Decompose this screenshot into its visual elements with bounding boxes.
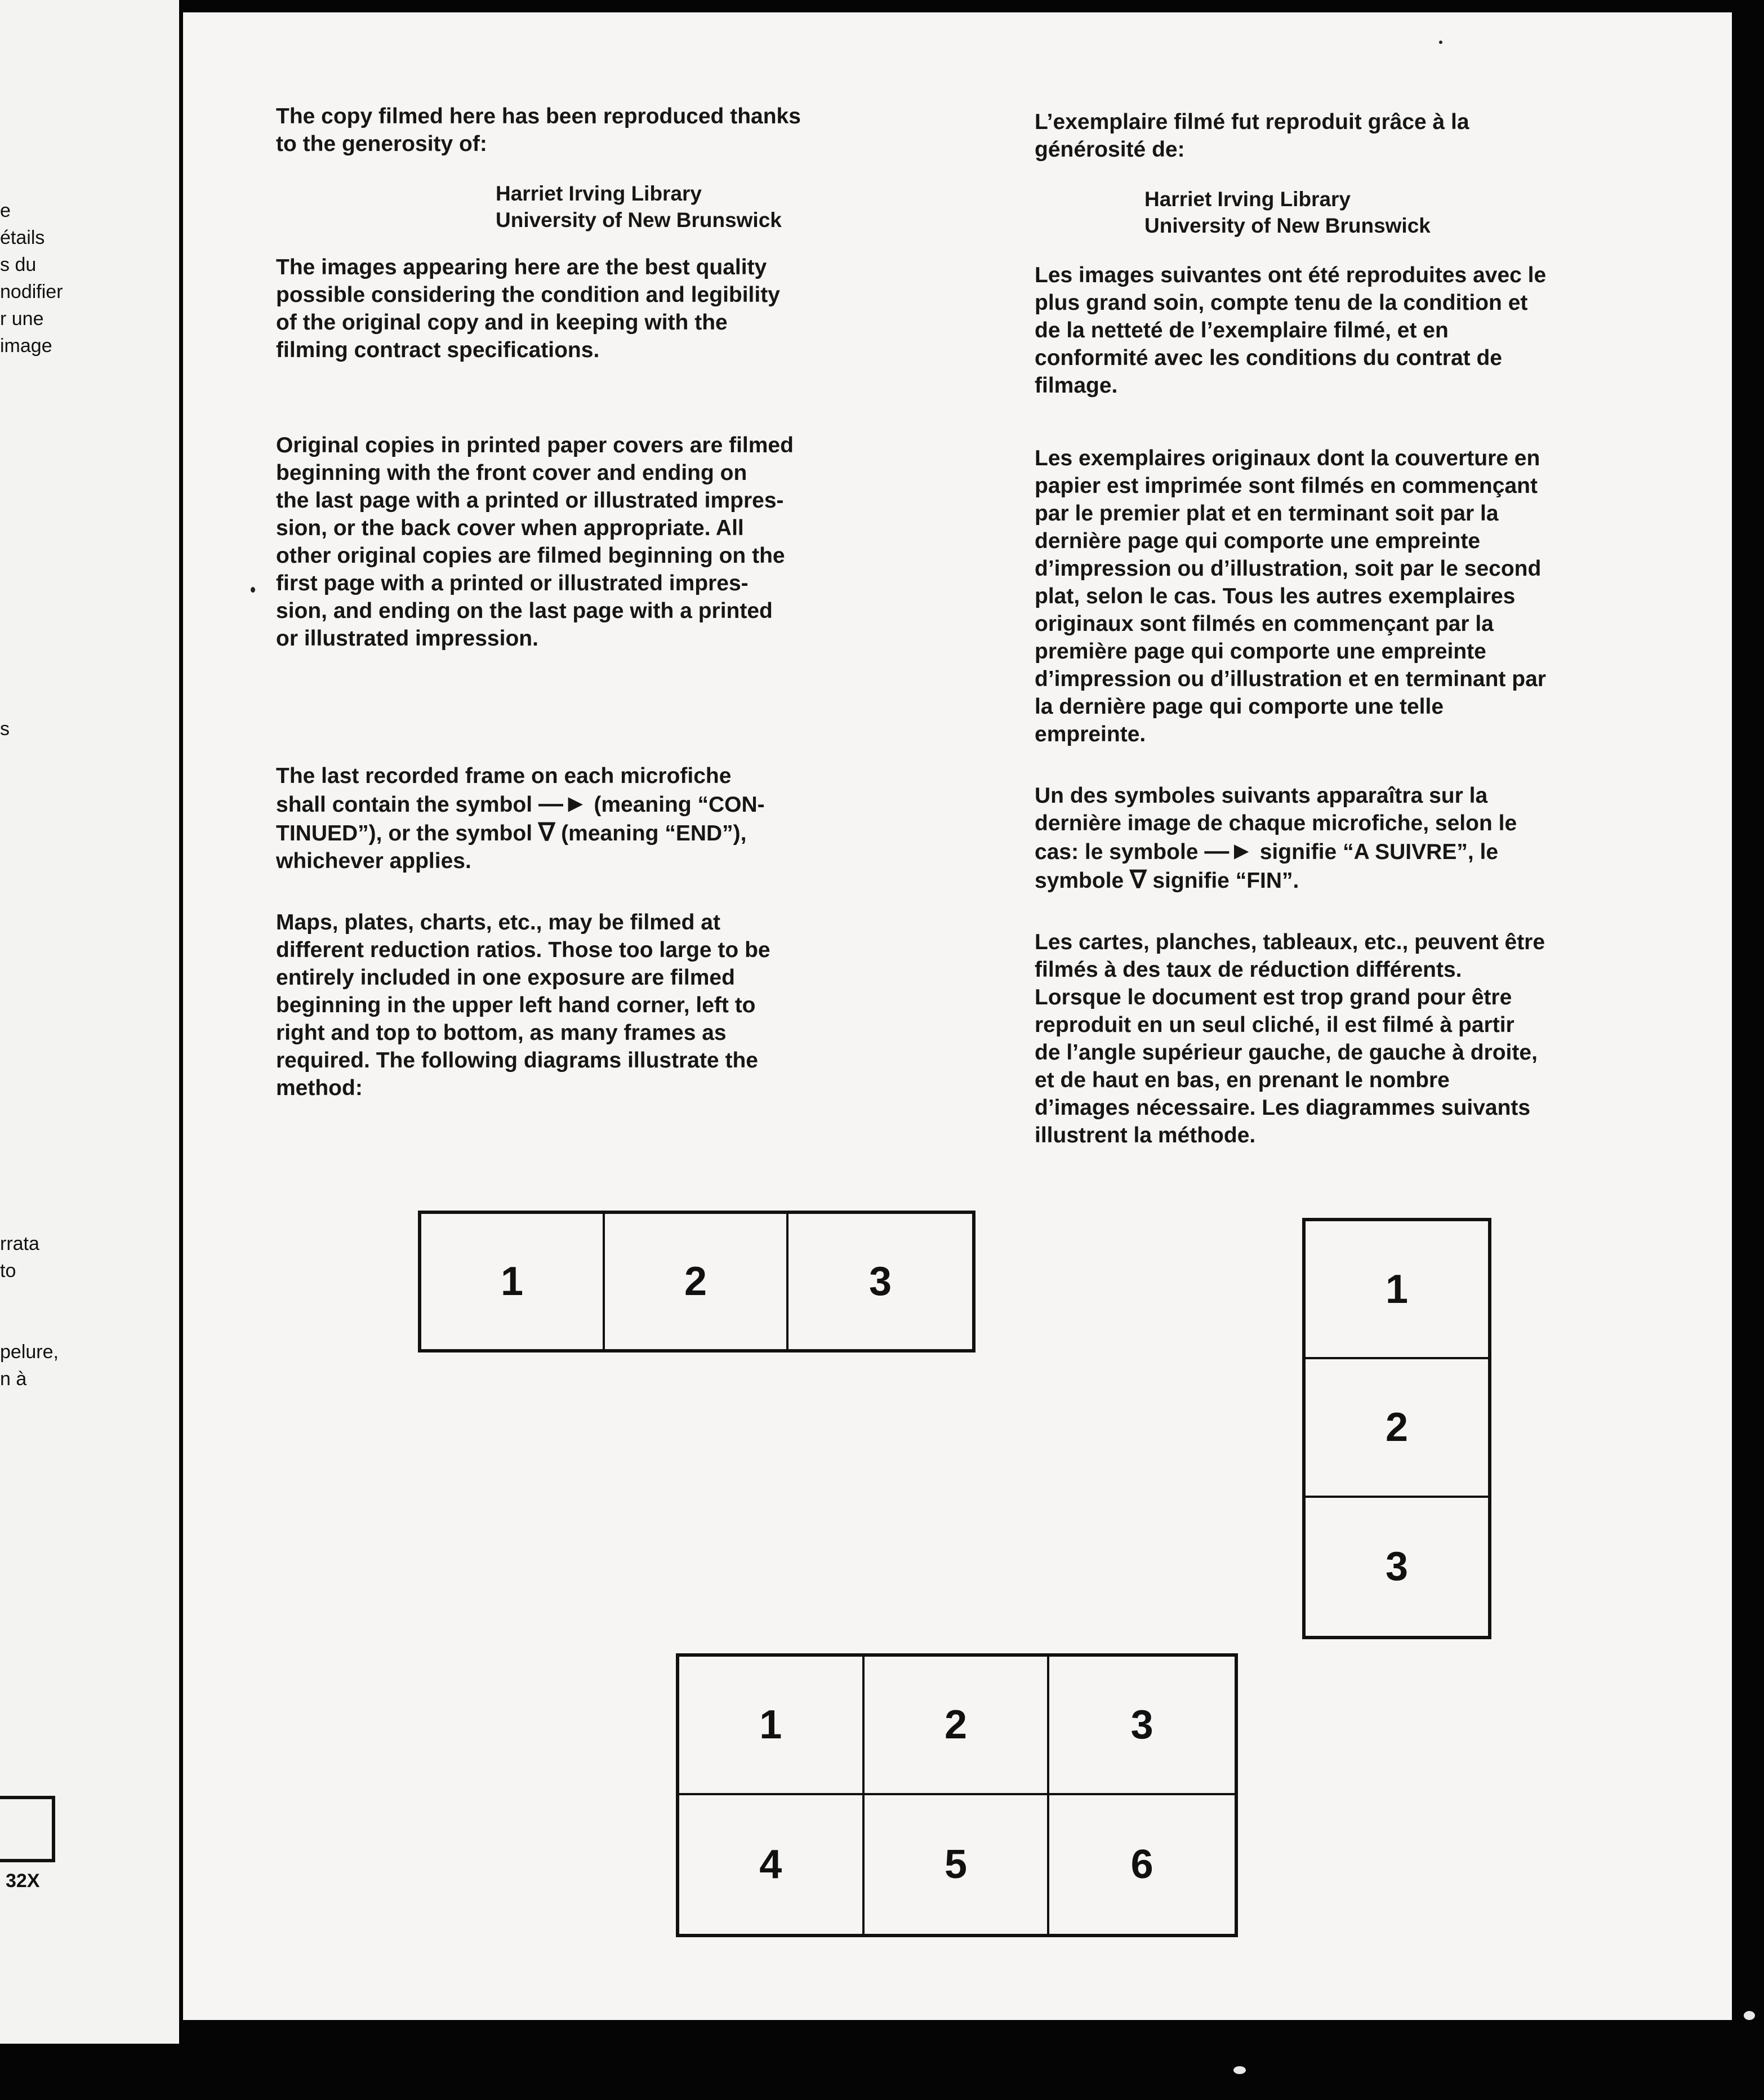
previous-page-fragment: pelure, [0, 1341, 59, 1363]
previous-page-box [0, 1796, 55, 1862]
diagram-horizontal [418, 1211, 975, 1352]
end-triangle-icon: ∇ [1130, 866, 1147, 893]
frame-cell: 2 [865, 1657, 1050, 1795]
previous-page-fragment: image [0, 335, 52, 357]
diagram-grid [676, 1653, 1238, 1937]
frame-cell: 1 [421, 1214, 605, 1349]
maps-paragraph: Maps, plates, charts, etc., may be filmed at different reduction ratios. Those too large to be entirely included in one exposure are filmed beginning in the upper left hand corner, left to right and top to bottom, as many frames as required. The following diagrams illustrate the method: [276, 910, 770, 1100]
scale-label: 32X [6, 1870, 40, 1892]
frame-cell: 3 [868, 1259, 892, 1304]
symbols-paragraph [1035, 782, 1688, 895]
library-credit: Harriet Irving Library University of New Brunswick [496, 182, 782, 232]
previous-page-fragment: to [0, 1260, 16, 1282]
maps-paragraph: Les cartes, planches, tableaux, etc., peuvent être filmés à des taux de réduction différents. Lorsque le document est trop grand pour être reproduit en un seul cliché, il est filmé à partir de l’angle supérieur gauche, de gauche à droite, et de haut en bas, en prenant le nombre d’images nécessaire. Les diagrammes suivants illustrent la méthode. [1035, 930, 1545, 1147]
previous-page-edge [0, 0, 179, 2044]
previous-page-fragment: s du [0, 254, 37, 275]
frame-cell: 5 [865, 1795, 1050, 1934]
frame-cell: 3 [1049, 1657, 1235, 1795]
scan-speck [1744, 2011, 1755, 2020]
intro-text: The copy filmed here has been reproduced thanks to the generosity of: [276, 104, 801, 156]
frame-cell: 2 [1306, 1359, 1488, 1497]
continued-arrow-icon: —► [1204, 837, 1254, 865]
english-column [276, 103, 929, 1102]
symbols-text: signifie “A SUIVRE”, le symbole [1035, 840, 1499, 893]
library-credit: Harriet Irving Library University of New Brunswick [1144, 188, 1431, 237]
previous-page-fragment: s [0, 718, 10, 740]
symbols-text: (meaning “END”), whichever applies. [276, 821, 747, 873]
french-column [1035, 108, 1688, 1149]
end-triangle-icon: ∇ [538, 818, 555, 846]
quality-paragraph: Les images suivantes ont été reproduites avec le plus grand soin, compte tenu de la condition et de la netteté de l’exemplaire filmé, et en conformité avec les conditions du contrat de filmage. [1035, 263, 1547, 398]
frame-cell: 1 [1306, 1221, 1488, 1359]
target-card-page [183, 12, 1732, 2020]
symbols-paragraph [276, 762, 929, 875]
previous-page-fragment: r une [0, 308, 44, 330]
quality-paragraph: The images appearing here are the best quality possible considering the condition and legibility of the original copy and in keeping with the filming contract specifications. [276, 255, 780, 362]
intro-text: L’exemplaire filmé fut reproduit grâce à la générosité de: [1035, 110, 1469, 162]
scan-speck [251, 587, 255, 593]
symbols-text: The last recorded frame on each microfiche shall contain the symbol [276, 764, 732, 817]
continued-arrow-icon: —► [538, 790, 588, 817]
symbols-text: Un des symboles suivants apparaîtra sur la dernière image de chaque microfiche, selon le cas: le symbole [1035, 784, 1517, 864]
previous-page-fragment: e [0, 200, 11, 221]
previous-page-fragment: n à [0, 1368, 27, 1390]
symbols-text: (meaning “CON- TINUED”), or the symbol [276, 793, 765, 846]
frame-cell: 3 [1385, 1544, 1409, 1590]
frame-cell: 4 [679, 1795, 865, 1934]
frame-cell: 2 [605, 1214, 789, 1349]
originals-paragraph: Original copies in printed paper covers are filmed beginning with the front cover and ending on the last page with a printed or illustrated impres- sion, or the back cover when appropriate. All other original copies are filmed beginning on the first page with a printed or illustrated impres- sion, and ending on the last page with a printed or illustrated impression. [276, 433, 794, 651]
frame-cell: 6 [1130, 1842, 1153, 1887]
symbols-text: signifie “FIN”. [1146, 869, 1299, 893]
frame-cell: 1 [679, 1657, 865, 1795]
diagram-vertical [1302, 1218, 1491, 1639]
scan-speck [1439, 41, 1442, 44]
originals-paragraph: Les exemplaires originaux dont la couverture en papier est imprimée sont filmés en commençant par le premier plat et en terminant soit par la dernière page qui comporte une empreinte d’impression ou d’illustration, soit par le second plat, selon le cas. Tous les autres exemplaires originaux sont filmés en commençant par la première page qui comporte une empreinte d’impression ou d’illustration et en terminant par la dernière page qui comporte une telle empreinte. [1035, 446, 1546, 746]
previous-page-fragment: nodifier [0, 281, 63, 302]
previous-page-fragment: étails [0, 227, 45, 248]
previous-page-fragment: rrata [0, 1233, 39, 1254]
scan-speck [1233, 2066, 1246, 2074]
